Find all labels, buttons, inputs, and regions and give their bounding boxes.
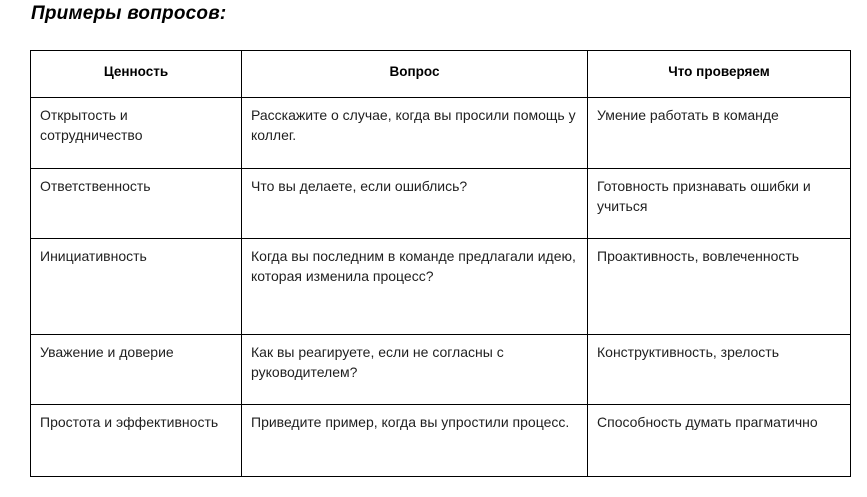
table-row [31, 98, 851, 169]
column-header-question: Вопрос [242, 51, 588, 98]
cell-question: Приведите пример, когда вы упростили процесс. [242, 405, 588, 477]
cell-checks: Способность думать прагматично [588, 405, 851, 477]
cell-question: Когда вы последним в команде предлагали идею, которая изменила процесс? [242, 239, 588, 335]
cell-checks: Готовность признавать ошибки и учиться [588, 169, 851, 239]
table-row [31, 169, 851, 239]
cell-value: Инициативность [31, 239, 242, 335]
cell-value: Открытость и сотрудничество [31, 98, 242, 169]
table-row [31, 405, 851, 477]
cell-checks: Проактивность, вовлеченность [588, 239, 851, 335]
cell-value: Ответственность [31, 169, 242, 239]
table-row [31, 239, 851, 335]
cell-value: Уважение и доверие [31, 335, 242, 405]
cell-checks: Конструктивность, зрелость [588, 335, 851, 405]
questions-table [30, 50, 851, 477]
table-header-row [31, 51, 851, 98]
cell-question: Как вы реагируете, если не согласны с руководителем? [242, 335, 588, 405]
cell-question: Расскажите о случае, когда вы просили помощь у коллег. [242, 98, 588, 169]
column-header-value: Ценность [31, 51, 242, 98]
cell-value: Простота и эффективность [31, 405, 242, 477]
page-title: Примеры вопросов: [31, 3, 227, 24]
table-row [31, 335, 851, 405]
cell-question: Что вы делаете, если ошиблись? [242, 169, 588, 239]
cell-checks: Умение работать в команде [588, 98, 851, 169]
column-header-checks: Что проверяем [588, 51, 851, 98]
